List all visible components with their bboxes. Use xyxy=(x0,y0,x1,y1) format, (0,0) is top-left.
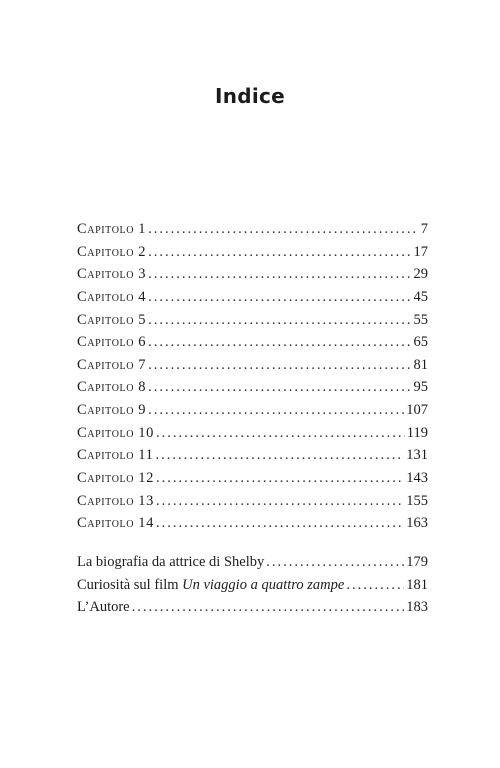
dot-leader xyxy=(132,596,405,619)
toc-entry xyxy=(77,596,428,619)
entry-page-number: 181 xyxy=(406,576,428,593)
dot-leader xyxy=(156,490,404,513)
entry-page-number: 95 xyxy=(413,379,428,396)
toc-entry xyxy=(77,331,428,354)
toc-entry xyxy=(77,309,428,332)
entry-label: Capitolo 8 xyxy=(77,379,147,396)
dot-leader xyxy=(148,309,411,332)
toc-entry xyxy=(77,512,428,535)
toc-entry xyxy=(77,399,428,422)
entry-page-number: 17 xyxy=(413,243,428,260)
entry-page-number: 55 xyxy=(413,311,428,328)
dot-leader xyxy=(148,354,411,377)
entry-label: Capitolo 7 xyxy=(77,356,147,373)
entry-page-number: 155 xyxy=(406,492,428,509)
toc-entry xyxy=(77,444,428,467)
appendix-list xyxy=(77,551,428,619)
entry-label: Capitolo 2 xyxy=(77,243,147,260)
dot-leader xyxy=(148,376,411,399)
entry-page-number: 143 xyxy=(406,470,428,487)
entry-page-number: 163 xyxy=(406,515,428,532)
dot-leader xyxy=(148,218,419,241)
dot-leader xyxy=(346,574,404,597)
toc-entry xyxy=(77,354,428,377)
entry-page-number: 65 xyxy=(413,334,428,351)
dot-leader xyxy=(148,399,404,422)
chapter-list xyxy=(77,218,428,535)
entry-page-number: 45 xyxy=(413,288,428,305)
entry-page-number: 119 xyxy=(406,424,428,441)
entry-label: Capitolo 10 xyxy=(77,424,154,441)
entry-label: Capitolo 1 xyxy=(77,221,147,237)
film-title: Un viaggio a quattro zampe xyxy=(182,576,345,593)
dot-leader xyxy=(148,286,411,309)
dot-leader xyxy=(155,444,404,467)
entry-page-number: 81 xyxy=(413,356,428,373)
toc-entry xyxy=(77,241,428,264)
dot-leader xyxy=(148,263,411,286)
toc-entry xyxy=(77,286,428,309)
toc-entry xyxy=(77,263,428,286)
entry-label: Capitolo 3 xyxy=(77,266,147,283)
entry-label: Capitolo 9 xyxy=(77,402,147,419)
toc-entry xyxy=(77,422,428,445)
dot-leader xyxy=(156,422,405,445)
page-title: Indice xyxy=(214,84,286,108)
entry-page-number: 179 xyxy=(406,554,428,570)
entry-page-number: 29 xyxy=(413,266,428,283)
entry-label: Capitolo 14 xyxy=(77,515,154,532)
entry-label: Capitolo 13 xyxy=(77,492,154,509)
entry-label xyxy=(77,574,344,597)
entry-label: Capitolo 5 xyxy=(77,311,147,328)
toc-entry xyxy=(77,218,428,241)
toc-entry xyxy=(77,551,428,574)
entry-page-number: 131 xyxy=(406,447,428,464)
dot-leader xyxy=(156,467,404,490)
entry-label: Capitolo 6 xyxy=(77,334,147,351)
entry-page-number: 7 xyxy=(420,221,428,237)
dot-leader xyxy=(148,241,411,264)
entry-label: Capitolo 11 xyxy=(77,447,154,464)
toc-entry xyxy=(77,574,428,597)
entry-label: Capitolo 4 xyxy=(77,288,147,305)
dot-leader xyxy=(266,551,404,574)
dot-leader xyxy=(148,331,411,354)
entry-page-number: 107 xyxy=(406,402,428,419)
entry-label-prefix: Curiosità sul film xyxy=(77,576,183,593)
toc-entry xyxy=(77,376,428,399)
toc-entry xyxy=(77,490,428,513)
dot-leader xyxy=(156,512,404,535)
entry-label: Capitolo 12 xyxy=(77,470,154,487)
entry-label: La biografia da attrice di Shelby xyxy=(77,554,265,570)
entry-label: L’Autore xyxy=(77,599,130,616)
entry-page-number: 183 xyxy=(406,599,428,616)
toc-entry xyxy=(77,467,428,490)
